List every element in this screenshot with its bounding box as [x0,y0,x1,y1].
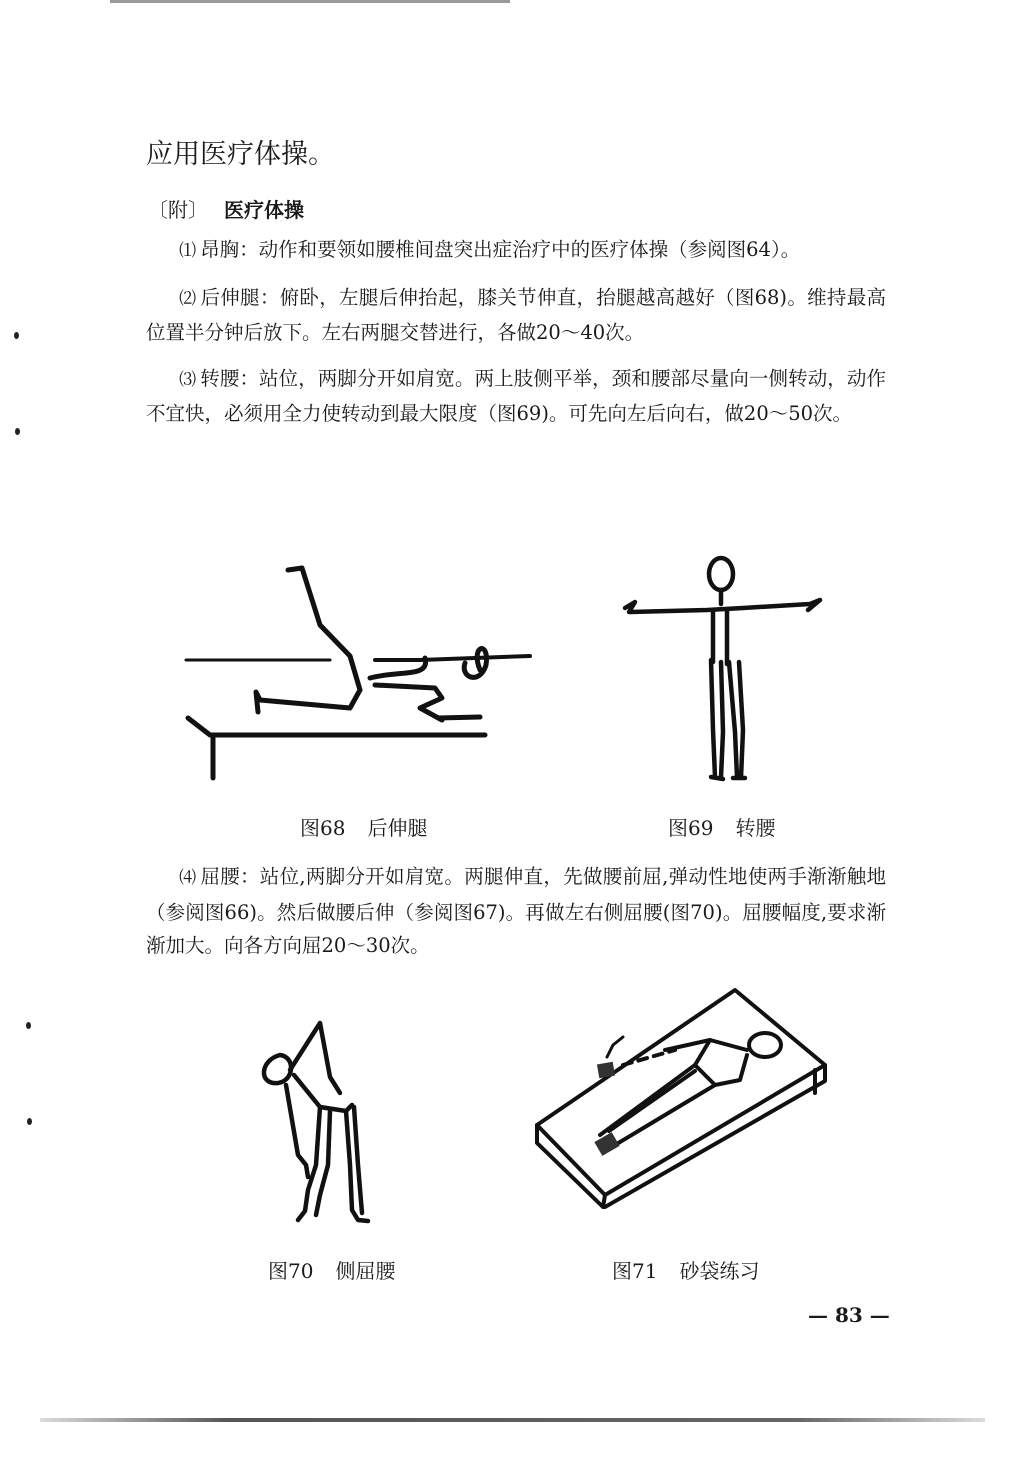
intro-line: 应用医疗体操。 [146,139,335,170]
paragraph-text: 屈腰：站位,两脚分开如肩宽。两腿伸直，先做腰前屈,弹动性地使两手渐渐触地（参阅图66)。然后做腰后伸（参阅图67)。再做左右侧屈腰(图70)。屈腰幅度,要求渐渐加大。向各方向屈20～30次。 [146,865,886,957]
paragraph-number: ⑶ [179,369,197,390]
figure-title: 砂袋练习 [679,1259,760,1283]
margin-dot [15,428,20,435]
figure-69-caption [668,812,775,841]
figure-69-illustration [615,552,830,787]
page-number: — 83 — [808,1303,890,1327]
paragraph-1 [146,233,886,269]
figure-title: 转腰 [735,816,776,840]
figure-number: 图68 [300,816,346,840]
paragraph-text: 转腰：站位，两脚分开如肩宽。两上肢侧平举，颈和腰部尽量向一侧转动，动作不宜快，必须用全力使转动到最大限度（图69)。可先向左后向右，做20～50次。 [146,366,886,425]
figure-number: 图71 [612,1259,658,1283]
figure-number: 图70 [268,1259,314,1283]
paragraph-number: ⑴ [179,241,197,261]
figure-70-illustration [250,1015,390,1235]
figure-title: 后伸腿 [367,816,428,840]
margin-dot [27,1118,32,1125]
figure-70-caption [268,1255,395,1284]
section-title: 医疗体操 [224,198,304,222]
figure-title: 侧屈腰 [335,1259,396,1283]
paragraph-text: 后伸腿：俯卧，左腿后伸抬起，膝关节伸直，抬腿越高越好（图68)。维持最高位置半分钟后放下。左右两腿交替进行，各做20～40次。 [146,285,887,344]
top-rule [110,0,510,3]
paragraph-text: 昂胸：动作和要领如腰椎间盘突出症治疗中的医疗体操（参阅图64）。 [200,238,801,261]
paragraph-3 [146,362,886,431]
margin-dot [26,1022,31,1029]
section-bracket: 〔附〕 [148,198,208,222]
text-block-top [146,135,886,443]
text-block-bottom [146,860,886,975]
paragraph-4 [146,860,886,963]
figure-68-illustration [180,560,540,785]
paragraph-2 [146,281,886,350]
section-heading [148,193,886,227]
paragraph-number: ⑵ [179,288,197,309]
figure-68-caption [300,812,427,841]
figure-number: 图69 [668,816,714,840]
figure-71-caption [612,1255,759,1284]
paragraph-number: ⑷ [179,868,197,888]
bottom-rule [40,1418,985,1422]
figure-71-illustration [525,985,835,1210]
margin-dot [14,332,19,339]
